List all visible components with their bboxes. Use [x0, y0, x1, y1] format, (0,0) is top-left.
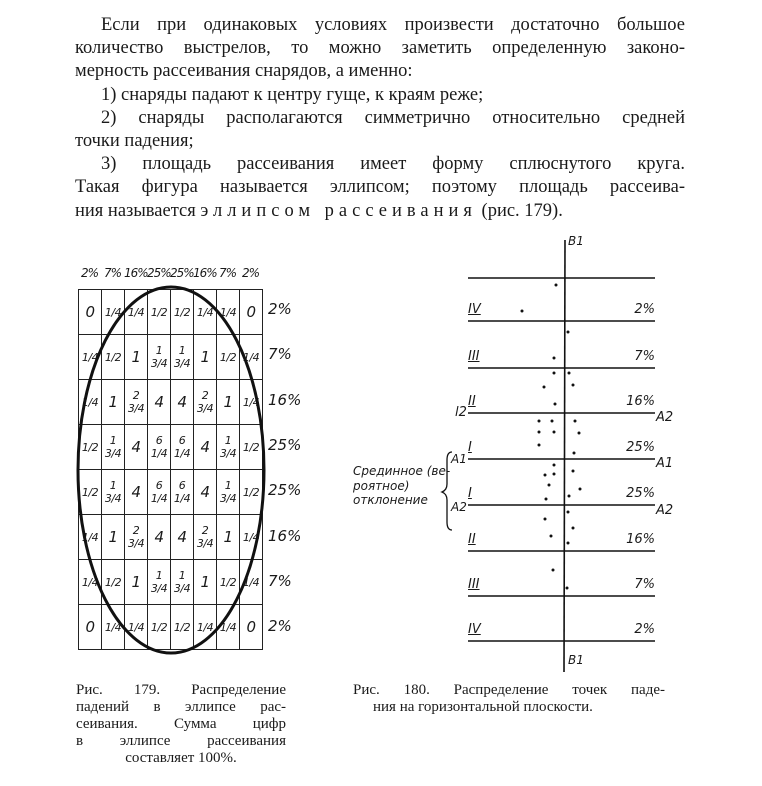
grid-cell: 4	[194, 425, 217, 470]
grid-cell: 0	[240, 605, 263, 650]
row-percent: 16%	[268, 526, 302, 545]
zone-percent: 16%	[626, 532, 655, 547]
impact-point	[574, 420, 577, 423]
impact-point	[553, 431, 556, 434]
grid-cell: 1/2	[217, 560, 240, 605]
text-line: 3) площадь рассеивания имеет форму сплюснутого круга.	[101, 154, 685, 175]
label-a2-left: A2	[451, 500, 467, 514]
grid-cell: 0	[240, 290, 263, 335]
grid-cell: 0	[79, 290, 102, 335]
impact-point	[553, 372, 556, 375]
text-line: 2) снаряды располагаются симметрично относительно средней	[101, 107, 685, 128]
impact-point	[567, 511, 570, 514]
caption-fig179	[76, 682, 286, 767]
grid-cell: 1/2	[171, 605, 194, 650]
impact-point	[553, 357, 556, 360]
grid-cell: 4	[148, 515, 171, 560]
text-line: 1) снаряды падают к центру гуще, к краям реже;	[101, 84, 484, 105]
grid-cell: 6 1/4	[171, 425, 194, 470]
grid-cell: 6 1/4	[148, 470, 171, 515]
grid-cell: 4	[194, 470, 217, 515]
impact-point	[544, 474, 547, 477]
grid-cell: 0	[79, 605, 102, 650]
zone-roman: II	[468, 532, 476, 547]
grid-cell: 1 3/4	[148, 560, 171, 605]
column-percent: 16%	[124, 266, 148, 280]
row-percent: 25%	[268, 435, 302, 454]
grid-cell: 1/2	[240, 425, 263, 470]
impact-point	[545, 498, 548, 501]
impact-point	[579, 488, 582, 491]
row-percent: 7%	[268, 571, 292, 590]
grid-cell: 1/4	[217, 605, 240, 650]
grid-cell: 4	[148, 380, 171, 425]
row-percent: 2%	[268, 300, 292, 318]
impact-point	[551, 420, 554, 423]
grid-cell: 2 3/4	[125, 515, 148, 560]
grid-cell: 1/4	[102, 290, 125, 335]
zone-percent: 25%	[626, 486, 655, 501]
impact-point	[554, 403, 557, 406]
impact-point	[548, 484, 551, 487]
impact-point	[578, 432, 581, 435]
label-a1-right: A1	[656, 456, 674, 471]
grid-cell: 1 3/4	[217, 425, 240, 470]
zone-roman: III	[468, 349, 480, 364]
label-a2-right-bottom: A2	[656, 503, 674, 518]
grid-cell: 1/4	[102, 605, 125, 650]
impact-point	[538, 444, 541, 447]
impact-point	[552, 569, 555, 572]
caption-line: падений в эллипсе рас-	[76, 699, 286, 715]
zone-percent: 7%	[634, 577, 655, 592]
zone-roman: I	[468, 440, 472, 455]
zone-percent: 2%	[634, 622, 655, 637]
grid-cell: 1/2	[171, 290, 194, 335]
grid-cell: 1	[194, 560, 217, 605]
grid-cell: 1/2	[79, 470, 102, 515]
grid-cell: 1	[102, 380, 125, 425]
caption-line: сеивания. Сумма цифр	[76, 716, 286, 732]
text-line: Если при одинаковых условиях произвести достаточно большое	[101, 15, 685, 35]
grid-cell: 4	[171, 380, 194, 425]
column-percent: 25%	[147, 266, 171, 280]
impact-point	[553, 473, 556, 476]
axis-b1	[564, 240, 565, 672]
impact-point	[572, 470, 575, 473]
grid-cell: 6 1/4	[171, 470, 194, 515]
zone-percent: 7%	[634, 349, 655, 364]
impact-points	[521, 284, 582, 590]
impact-point	[567, 542, 570, 545]
grid-cell: 1/4	[240, 380, 263, 425]
zone-roman: IV	[468, 622, 481, 637]
column-percent: 16%	[193, 266, 217, 280]
grid-cell: 1/4	[240, 515, 263, 560]
impact-point	[538, 431, 541, 434]
grid-cell: 1/4	[240, 560, 263, 605]
zone-roman: II	[468, 394, 476, 409]
caption-line: в эллипсе рассеивания	[76, 733, 286, 749]
zone-percent: 16%	[626, 394, 655, 409]
caption-line: Рис. 180. Распределение точек паде-	[353, 682, 665, 698]
grid-cell: 1/2	[102, 560, 125, 605]
zone-percent: 25%	[626, 440, 655, 455]
grid-cell: 1 3/4	[171, 335, 194, 380]
grid-cell: 1/4	[79, 515, 102, 560]
text-part: (рис. 179).	[476, 200, 563, 221]
brace-label	[353, 464, 450, 508]
text-line: точки падения;	[75, 131, 194, 152]
grid-cell: 4	[125, 470, 148, 515]
column-percent: 7%	[218, 266, 237, 280]
impact-point	[568, 372, 571, 375]
brace-label-line: Срединное (ве-	[353, 464, 451, 478]
text-line: мерность рассеивания снарядов, а именно:	[75, 61, 413, 82]
label-a1-left: A1	[451, 452, 467, 466]
grid-cell: 1/4	[79, 335, 102, 380]
grid-cell: 1/4	[125, 290, 148, 335]
text-line: Такая фигура называется эллипсом; поэтому площадь рассеива-	[75, 177, 685, 198]
grid-cell: 1 3/4	[102, 470, 125, 515]
label-b1-top: B1	[568, 234, 584, 248]
impact-point	[572, 527, 575, 530]
label-a2-right: A2	[656, 410, 674, 425]
impact-point	[567, 331, 570, 334]
grid-cell: 1 3/4	[217, 470, 240, 515]
zone-lines	[468, 278, 655, 641]
row-percent: 16%	[268, 390, 302, 409]
row-percent: 2%	[268, 617, 292, 636]
column-percent: 25%	[170, 266, 194, 280]
grid-cell: 4	[171, 515, 194, 560]
grid-cell: 2 3/4	[194, 380, 217, 425]
grid-cell: 4	[125, 425, 148, 470]
impact-point	[521, 310, 524, 313]
impact-point	[553, 464, 556, 467]
grid-cell: 1/4	[79, 560, 102, 605]
grid-cell: 1	[194, 335, 217, 380]
grid-cell: 1/2	[148, 290, 171, 335]
grid-cell: 1/2	[79, 425, 102, 470]
row-percent: 7%	[268, 345, 292, 364]
dispersion-ellipse	[78, 287, 264, 653]
text-part: ния называется	[75, 200, 201, 221]
row-percent: 25%	[268, 481, 302, 500]
text-line: количество выстрелов, то можно заметить определенную законо-	[75, 38, 685, 59]
grid-cell: 1/2	[217, 335, 240, 380]
grid-cell: 2 3/4	[194, 515, 217, 560]
impact-point	[538, 420, 541, 423]
grid-cell: 1/4	[194, 290, 217, 335]
zone-percent: 2%	[634, 302, 655, 317]
grid-cell: 1/4	[240, 335, 263, 380]
zone-roman: III	[468, 577, 480, 592]
grid-cell: 1 3/4	[171, 560, 194, 605]
emphasis-term: эллипсом рассеивания	[200, 200, 477, 221]
brace-label-line: отклонение	[353, 493, 428, 507]
column-percent: 2%	[80, 266, 99, 280]
impact-point	[544, 518, 547, 521]
grid-cell: 1	[102, 515, 125, 560]
grid-cell: 1 3/4	[102, 425, 125, 470]
impact-point	[550, 535, 553, 538]
grid-cell: 1/2	[240, 470, 263, 515]
grid-cell: 1	[125, 335, 148, 380]
label-l2: l2	[455, 405, 467, 420]
grid-cell: 1/4	[125, 605, 148, 650]
grid-cell: 6 1/4	[148, 425, 171, 470]
grid-cell: 1/2	[102, 335, 125, 380]
grid-cell: 1/2	[148, 605, 171, 650]
impact-point	[573, 452, 576, 455]
impact-point	[543, 386, 546, 389]
impact-point	[555, 284, 558, 287]
caption-line: составляет 100%.	[125, 750, 237, 766]
label-b1-bottom: B1	[568, 653, 584, 667]
grid-cell: 1	[217, 380, 240, 425]
caption-line: ния на горизонтальной плоскости.	[373, 699, 593, 715]
grid-cell: 1/4	[79, 380, 102, 425]
grid-cell: 1 3/4	[148, 335, 171, 380]
caption-fig180	[353, 682, 665, 716]
impact-point	[566, 587, 569, 590]
caption-line: Рис. 179. Распределение	[76, 682, 286, 698]
brace-label-line: роятное)	[353, 478, 410, 493]
column-percent: 2%	[241, 266, 260, 280]
grid-cell: 1/4	[194, 605, 217, 650]
zone-roman: IV	[468, 302, 481, 317]
grid-cell: 2 3/4	[125, 380, 148, 425]
impact-point	[572, 384, 575, 387]
column-percent: 7%	[103, 266, 122, 280]
grid-cell: 1	[217, 515, 240, 560]
grid-cell: 1/4	[217, 290, 240, 335]
impact-point	[568, 495, 571, 498]
zone-roman: I	[468, 486, 472, 501]
grid-cell: 1	[125, 560, 148, 605]
